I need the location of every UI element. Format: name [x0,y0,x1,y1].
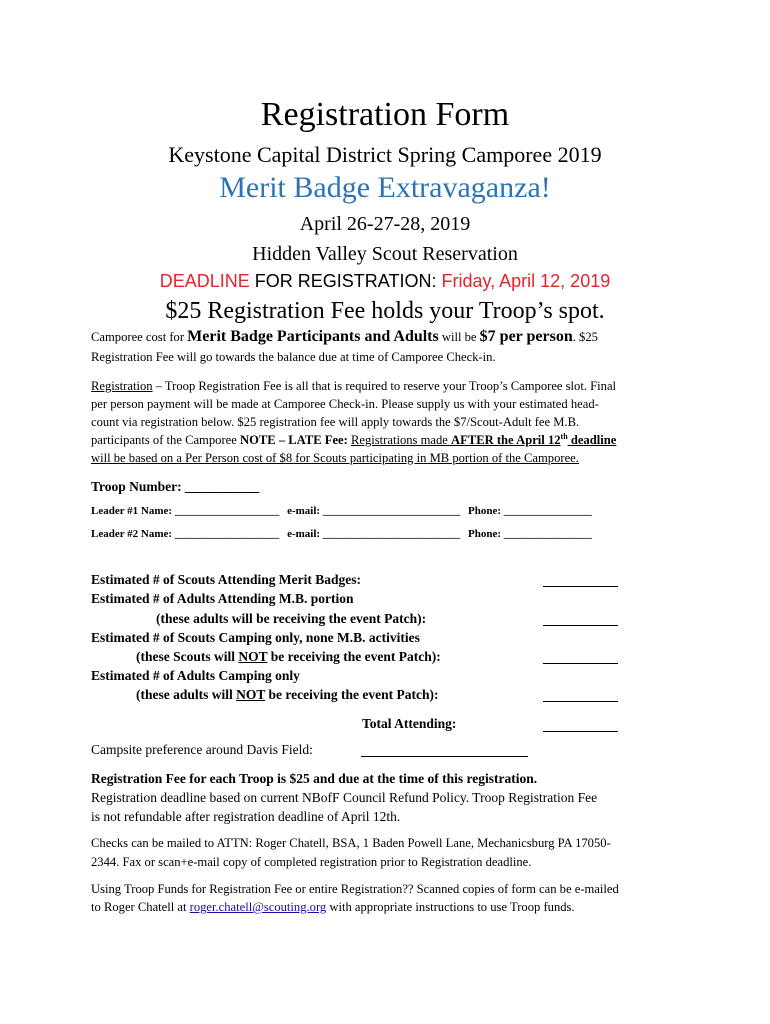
cost-line [91,328,598,346]
late-fee-sup: th [560,431,568,441]
leader-2-email-field[interactable]: e-mail: _________________________ [287,528,461,540]
leader-1-row [91,505,592,517]
scouts-camp-label: Estimated # of Scouts Camping only, none M.B. activities [91,630,420,645]
scouts-camp-note [136,649,441,665]
cost-prefix: Camporee cost for [91,330,188,344]
troop-number-field[interactable]: Troop Number: ___________ [91,479,260,494]
event-name: Merit Badge Extravaganza! [219,171,551,204]
scouts-camp-note-b: be receiving the event Patch): [267,649,441,664]
campsite-label: Campsite preference around Davis Field: [91,742,313,757]
registration-line-3: count via registration below. $25 registration fee will apply towards the $7/Scout-Adult fee M.B. [91,415,580,429]
adults-camp-note-b: be receiving the event Patch): [265,687,439,702]
total-attending-label: Total Attending: [362,716,457,731]
leader-2-name-field[interactable]: Leader #2 Name: ___________________ [91,528,280,540]
registration-word: Registration [91,379,153,393]
fee-line-3: is not refundable after registration deadline of April 12th. [91,809,401,824]
event-subtitle: Keystone Capital District Spring Camporee 2019 [168,142,602,167]
cost-participants: Merit Badge Participants and Adults [187,328,439,345]
funds-line-2-b: with appropriate instructions to use Troop funds. [326,900,575,914]
fee-headline: $25 Registration Fee holds your Troop’s spot. [165,298,605,324]
adults-mb-note: (these adults will be receiving the event Patch): [156,611,427,626]
campsite-blank[interactable] [361,756,528,757]
cost-line-2: Registration Fee will go towards the balance due at time of Camporee Check-in. [91,350,496,364]
fee-bold-line: Registration Fee for each Troop is $25 and due at the time of this registration. [91,771,538,786]
adults-camp-note-not: NOT [236,687,266,702]
late-fee-note: NOTE – LATE Fee: [239,433,351,447]
leader-1-name-field[interactable]: Leader #1 Name: ___________________ [91,505,280,517]
scouts-camp-note-a: (these Scouts will [136,649,239,664]
adults-camp-note [136,687,438,703]
deadline-label: FOR REGISTRATION: [249,271,442,291]
leader-1-phone-field[interactable]: Phone: ________________ [468,505,592,517]
deadline-date: Friday, April 12, 2019 [441,271,611,291]
deadline-word: DEADLINE [159,271,250,291]
scouts-mb-label: Estimated # of Scouts Attending Merit Badges: [91,572,361,587]
funds-line-2-a: to Roger Chatell at [91,900,190,914]
total-attending-blank[interactable] [543,731,618,732]
cost-after: . $25 [572,330,598,344]
checks-line-1: Checks can be mailed to ATTN: Roger Chatell, BSA, 1 Baden Powell Lane, Mechanicsburg PA 17050- [91,836,611,850]
scouts-mb-blank[interactable] [543,586,618,587]
registration-paragraph [91,377,681,467]
leader-2-row [91,528,592,540]
adults-camp-blank[interactable] [543,701,618,702]
funds-line-1: Using Troop Funds for Registration Fee or entire Registration?? Scanned copies of form can be e-mailed [91,882,619,896]
registration-line-4 [91,431,681,449]
late-fee-deadline: deadline [567,433,617,447]
email-link[interactable]: roger.chatell@scouting.org [189,900,327,914]
adults-mb-blank[interactable] [543,625,618,626]
registration-line-2: per person payment will be made at Camporee Check-in. Please supply us with your estimated head- [91,397,599,411]
leader-2-phone-field[interactable]: Phone: ________________ [468,528,592,540]
registration-line-1-text: – Troop Registration Fee is all that is required to reserve your Troop’s Camporee slot. Final [152,379,617,393]
fee-line-2: Registration deadline based on current NBofF Council Refund Policy. Troop Registration Fee [91,790,598,805]
funds-line-2 [91,900,575,915]
registration-line-4-start: participants of the Camporee [91,433,240,447]
adults-mb-label: Estimated # of Adults Attending M.B. portion [91,591,354,606]
scouts-camp-blank[interactable] [543,663,618,664]
late-fee-registrations: Registrations made [351,433,452,447]
leader-1-email-field[interactable]: e-mail: _________________________ [287,505,461,517]
registration-line-5: will be based on a Per Person cost of $8 for Scouts participating in MB portion of the Camporee. [91,451,579,465]
cost-will-be: will be [438,330,480,344]
adults-camp-note-a: (these adults will [136,687,237,702]
scouts-camp-note-not: NOT [238,649,268,664]
registration-line-1 [91,377,681,395]
event-venue: Hidden Valley Scout Reservation [252,243,518,265]
late-fee-after: AFTER the April 12 [451,433,561,447]
checks-line-2: 2344. Fax or scan+e-mail copy of completed registration prior to Registration deadline. [91,855,532,869]
event-dates: April 26-27-28, 2019 [299,213,471,235]
cost-price: $7 per person [479,328,573,345]
page-title: Registration Form [260,96,510,133]
registration-deadline [0,271,770,292]
adults-camp-label: Estimated # of Adults Camping only [91,668,300,683]
